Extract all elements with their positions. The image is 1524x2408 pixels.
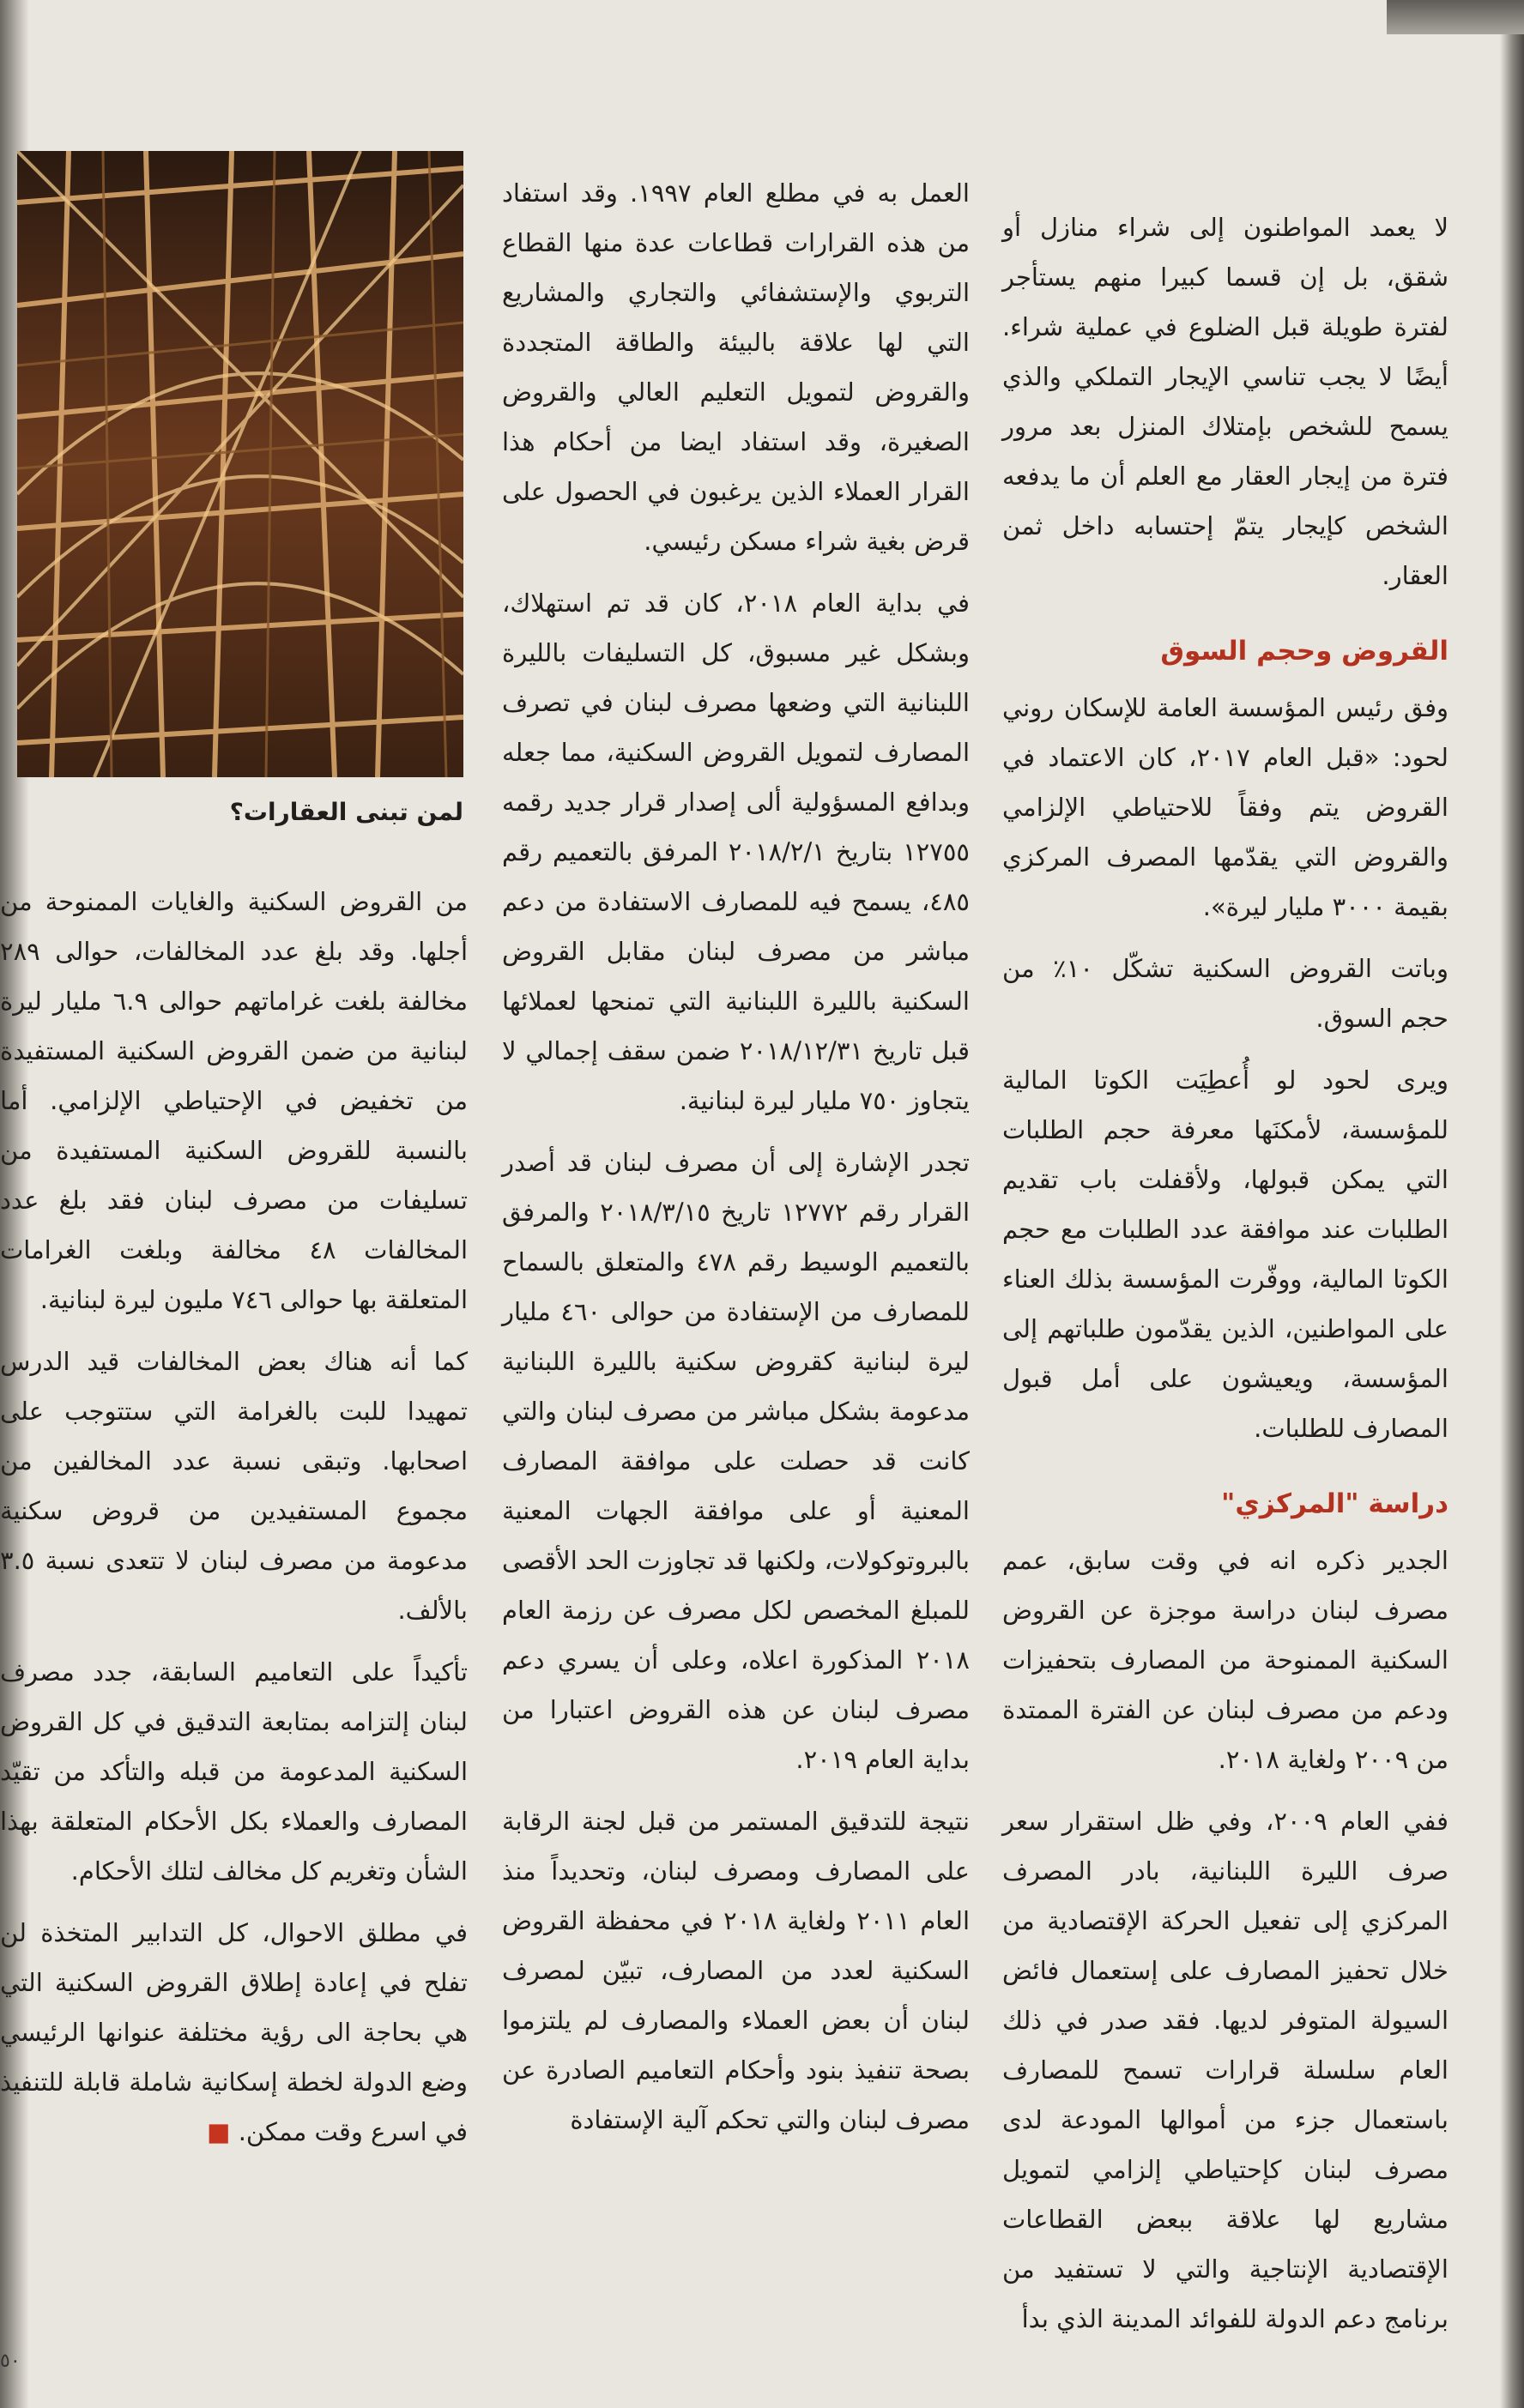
paragraph: من القروض السكنية والغايات الممنوحة من أجلها. وقد بلغ عدد المخالفات، حوالى ٢٨٩ مخالفة بلغت غراماتهم حوالى ٦.٩ مليار ليرة لبنانية من ضمن القروض السكنية المستفيدة من تخفيض في الإحتياطي الإلزامي. أما بالنسبة للقروض السكنية المستفيدة من تسليفات من مصرف لبنان فقد بلغ عدد المخالفات ٤٨ مخالفة وبلغت الغرامات المتعلقة بها حوالى ٧٤٦ مليون ليرة لبنانية.	[0, 887, 469, 1314]
scaffolding-illustration	[17, 151, 463, 777]
paragraph: نتيجة للتدقيق المستمر من قبل لجنة الرقابة على المصارف ومصرف لبنان، وتحديداً منذ العام ٢٠١١ ولغاية ٢٠١٨ في محفظة القروض السكنية لعدد من المصارف، تبيّن لمصرف لبنان أن بعض العملاء والمصارف لم يلتزموا بصحة تنفيذ بنود وأحكام التعاميم الصادرة عن مصرف لبنان والتي تحكم آلية الإستفادة	[502, 1807, 970, 2134]
construction-scaffolding-photo	[17, 151, 463, 777]
paragraph: تأكيداً على التعاميم السابقة، جدد مصرف لبنان إلتزامه بمتابعة التدقيق في كل القروض السكنية المدعومة من قبله والتأكد من تقيّد المصارف والعملاء بكل الأحكام المتعلقة بهذا الشأن وتغريم كل مخالف لتلك الأحكام.	[0, 1657, 468, 1886]
paragraph: ففي العام ٢٠٠٩، وفي ظل استقرار سعر صرف الليرة اللبنانية، بادر المصرف المركزي إلى تفعيل الحركة الإقتصادية من خلال تحفيز المصارف على إستعمال فائض السيولة المتوفر لديها. فقد صدر في ذلك العام سلسلة قرارات تسمح للمصارف باستعمال جزء من أموالها المودعة لدى مصرف لبنان كإحتياطي إلزامي لتمويل مشاريع لها علاقة ببعض القطاعات الإقتصادية الإنتاجية والتي لا تستفيد من برنامج دعم الدولة للفوائد المدينة الذي بدأ	[1002, 1807, 1448, 2333]
intro-paragraph: لا يعمد المواطنون إلى شراء منازل أو شقق، بل إن قسما كبيرا منهم يستأجر لفترة طويلة قبل الضلوع في عملية شراء. أيضًا لا يجب تناسي الإيجار التملكي والذي يسمح للشخص بإمتلاك المنزل بعد مرور فترة من إيجار العقار مع العلم أن ما يدفعه الشخص كإيجار يتمّ إحتسابه داخل ثمن العقار.	[1002, 213, 1448, 590]
closing-text: في مطلق الاحوال، كل التدابير المتخذة لن تفلح في إعادة إطلاق القروض السكنية التي هي بحاجة الى رؤية مختلفة عنوانها الرئيسي وضع الدولة لخطة إسكانية شاملة قابلة للتنفيذ في اسرع وقت ممكن.	[0, 1918, 468, 2146]
paragraph: الجدير ذكره انه في وقت سابق، عمم مصرف لبنان دراسة موجزة عن القروض السكنية الممنوحة من المصارف بتحفيزات ودعم من مصرف لبنان عن الفترة الممتدة من ٢٠٠٩ ولغاية ٢٠١٨.	[1002, 1546, 1448, 1774]
article-column-right	[1002, 202, 1448, 2356]
photo-caption: لمن تبنى العقارات؟	[229, 798, 463, 826]
section-heading-central-study: دراسة "المركزي"	[1221, 1488, 1448, 1519]
paragraph: ويرى لحود لو أُعطِيَت الكوتا المالية للمؤسسة، لأمكنَها معرفة حجم الطلبات التي يمكن قبولها، ولأقفلت باب تقديم الطلبات عند موافقة عدد الطلبات مع حجم الكوتا المالية، ووفّرت المؤسسة بذلك العناء على المواطنين، الذين يقدّمون طلباتهم إلى المؤسسة، ويعيشون على أمل قبول المصارف للطلبات.	[1002, 1065, 1448, 1443]
paragraph: العمل به في مطلع العام ١٩٩٧. وقد استفاد من هذه القرارات قطاعات عدة منها القطاع التربوي والإستشفائي والتجاري والمشاريع التي لها علاقة بالبيئة والطاقة المتجددة والقروض لتمويل التعليم العالي والقروض الصغيرة، وقد استفاد ايضا من أحكام هذا القرار العملاء الذين يرغبون في الحصول على قرض بغية شراء مسكن رئيسي.	[502, 178, 970, 556]
background-strip	[1387, 0, 1524, 34]
paragraph: في بداية العام ٢٠١٨، كان قد تم استهلاك، وبشكل غير مسبوق، كل التسليفات بالليرة اللبنانية التي وضعها مصرف لبنان في تصرف المصارف لتمويل القروض السكنية، مما جعله وبدافع المسؤولية ألى إصدار قرار جديد رقمه ١٢٧٥٥ بتاريخ ٢٠١٨/٢/١ المرفق بالتعميم رقم ٤٨٥، يسمح فيه للمصارف الاستفادة من دعم مباشر من مصرف لبنان مقابل القروض السكنية بالليرة اللبنانية التي تمنحها لعملائها قبل تاريخ ٢٠١٨/١٢/٣١ ضمن سقف إجمالي لا يتجاوز ٧٥٠ مليار ليرة لبنانية.	[502, 588, 971, 1115]
paragraph: تجدر الإشارة إلى أن مصرف لبنان قد أصدر القرار رقم ١٢٧٧٢ تاريخ ٢٠١٨/٣/١٥ والمرفق بالتعميم الوسيط رقم ٤٧٨ والمتعلق بالسماح للمصارف من الإستفادة من حوالى ٤٦٠ مليار ليرة لبنانية كقروض سكنية بالليرة اللبنانية مدعومة بشكل مباشر من مصرف لبنان والتي كانت قد حصلت على موافقة المصارف المعنية أو على موافقة الجهات المعنية بالبروتوكولات، ولكنها قد تجاوزت الحد الأقصى للمبلغ المخصص لكل مصرف عن رزمة العام ٢٠١٨ المذكورة اعلاه، وعلى أن يسري دعم مصرف لبنان عن هذه القروض اعتبارا من بداية العام ٢٠١٩.	[502, 1148, 971, 1774]
closing-paragraph	[0, 1908, 468, 2157]
paragraph: كما أنه هناك بعض المخالفات قيد الدرس تمهيدا للبت بالغرامة التي ستتوجب على اصحابها. وتبقى نسبة عدد المخالفين من مجموع المستفيدين من قروض سكنية مدعومة من مصرف لبنان لا تتعدى نسبة ٣.٥ بالألف.	[0, 1347, 468, 1625]
end-of-article-mark: ■	[207, 2117, 231, 2146]
article-column-middle	[502, 168, 970, 2157]
paragraph: وفق رئيس المؤسسة العامة للإسكان روني لحود: «قبل العام ٢٠١٧، كان الاعتماد في القروض يتم وفقاً للاحتياطي الإلزامي والقروض التي يقدّمها المصرف المركزي بقيمة ٣٠٠٠ مليار ليرة».	[1002, 693, 1448, 921]
page-number: ٥٠	[0, 2351, 21, 2372]
paragraph: وباتت القروض السكنية تشكّل ١٠٪ من حجم السوق.	[1002, 954, 1448, 1033]
section-heading-loans-market: القروض وحجم السوق	[1160, 636, 1448, 667]
article-column-left	[0, 877, 468, 2169]
page-edge	[1500, 0, 1524, 2408]
